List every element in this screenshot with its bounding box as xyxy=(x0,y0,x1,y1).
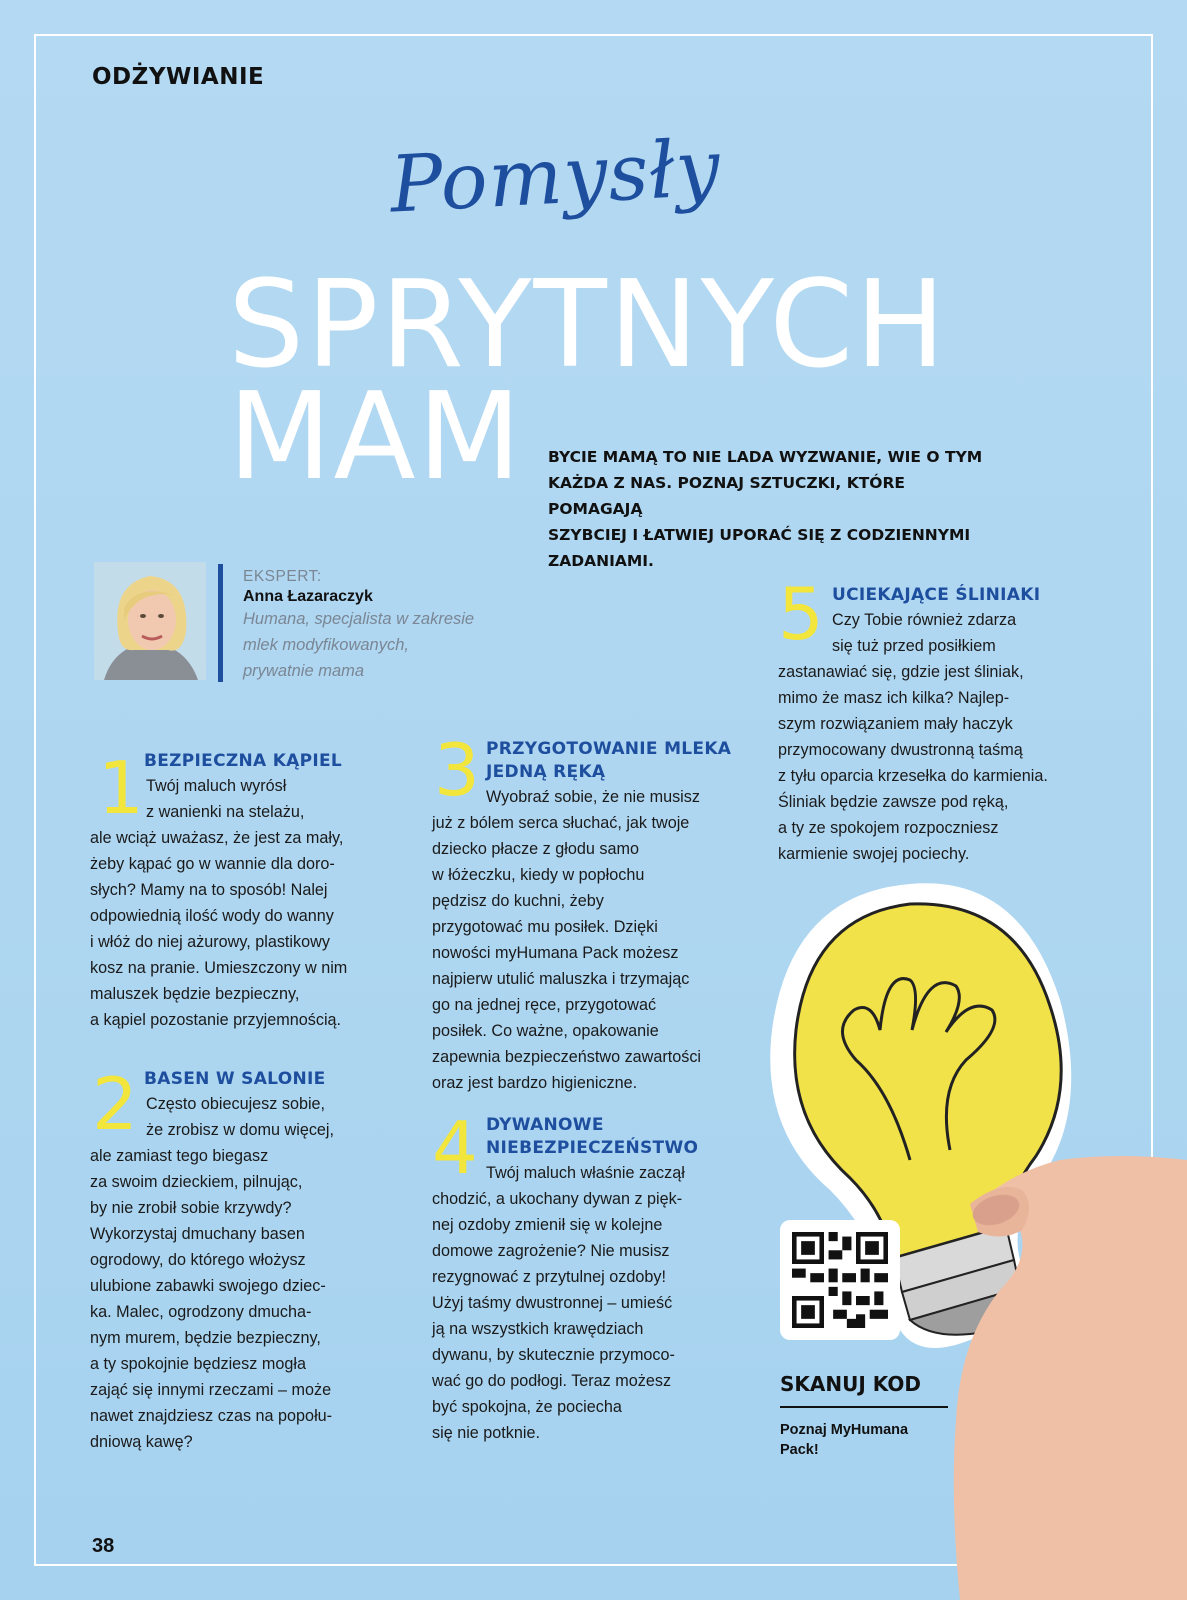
tip-1-title xyxy=(90,750,420,773)
title-line-1: SPRYTNYCH xyxy=(228,256,948,395)
tip-line: szym rozwiązaniem mały haczyk xyxy=(778,715,1013,733)
tip-5-text xyxy=(778,607,1088,867)
tip-line: wać go do podłogi. Teraz możesz xyxy=(432,1372,672,1390)
tip-line: go na jednej ręce, przygotować xyxy=(432,996,657,1014)
lead-line: ZADANIAMI. xyxy=(548,552,654,570)
title-line-2: MAM xyxy=(228,368,524,507)
tip-line: dniową kawę? xyxy=(90,1433,193,1451)
expert-desc-line: prywatnie mama xyxy=(243,662,365,680)
lead-paragraph xyxy=(548,444,988,574)
tip-line: i włóż do niej ażurowy, plastikowy xyxy=(90,933,330,951)
tip-2-title xyxy=(90,1068,420,1091)
expert-desc-line: mlek modyfikowanych, xyxy=(243,636,409,654)
lead-line: SZYBCIEJ I ŁATWIEJ UPORAĆ SIĘ Z CODZIENNYMI xyxy=(548,526,971,544)
tip-line: zająć się innymi rzeczami – może xyxy=(90,1381,332,1399)
tip-title-line: PRZYGOTOWANIE MLEKA xyxy=(486,739,732,759)
tip-2-number: 2 xyxy=(92,1062,138,1146)
tip-line: a ty spokojnie będziesz mogła xyxy=(90,1355,306,1373)
tip-4-text xyxy=(432,1160,762,1446)
tip-line: za swoim dzieckiem, pilnując, xyxy=(90,1173,303,1191)
title-script: Pomysły xyxy=(387,123,723,231)
tip-4-number: 4 xyxy=(432,1106,478,1190)
tip-title-line: BEZPIECZNA KĄPIEL xyxy=(144,751,343,771)
tip-line: przymocowany dwustronną taśmą xyxy=(778,741,1023,759)
tip-2 xyxy=(90,1062,420,1455)
tip-5 xyxy=(778,584,1088,867)
tip-line: przygotować mu posiłek. Dzięki xyxy=(432,918,658,936)
expert-accent-bar xyxy=(218,564,223,682)
tip-2-text xyxy=(90,1091,420,1455)
tip-line: z wanienki na stelażu, xyxy=(146,803,305,821)
tip-line: Śliniak będzie zawsze pod ręką, xyxy=(778,793,1009,811)
tip-4 xyxy=(432,1106,762,1446)
tip-line: rezygnować z przytulnej ozdoby! xyxy=(432,1268,666,1286)
tip-line: maluszek będzie bezpieczny, xyxy=(90,985,300,1003)
qr-heading: SKANUJ KOD xyxy=(780,1372,921,1396)
lead-line: BYCIE MAMĄ TO NIE LADA WYZWANIE, WIE O TYM xyxy=(548,448,983,466)
tip-line: by nie zrobił sobie krzywdy? xyxy=(90,1199,292,1217)
tip-line: słych? Mamy na to sposób! Nalej xyxy=(90,881,328,899)
tip-3-number: 3 xyxy=(434,728,480,812)
tip-line: nej ozdoby zmienił się w kolejne xyxy=(432,1216,663,1234)
tip-line: pędzisz do kuchni, żeby xyxy=(432,892,604,910)
tip-title-line: NIEBEZPIECZEŃSTWO xyxy=(486,1138,699,1158)
tip-line: zastanawiać się, gdzie jest śliniak, xyxy=(778,663,1024,681)
tip-line: odpowiednią ilość wody do wanny xyxy=(90,907,334,925)
tip-line: ją na wszystkich krawędziach xyxy=(432,1320,644,1338)
tip-line: mimo że masz ich kilka? Najlep- xyxy=(778,689,1010,707)
expert-desc-line: Humana, specjalista w zakresie xyxy=(243,610,475,628)
tip-3-title xyxy=(432,738,762,784)
tip-line: karmienie swojej pociechy. xyxy=(778,845,970,863)
tip-line: Twój maluch wyrósł xyxy=(146,777,287,795)
tip-line: zapewnia bezpieczeństwo zawartości xyxy=(432,1048,702,1066)
tip-line: domowe zagrożenie? Nie musisz xyxy=(432,1242,670,1260)
tip-line: w łóżeczku, kiedy w popłochu xyxy=(432,866,645,884)
expert-label: EKSPERT: xyxy=(243,568,322,585)
tip-line: kosz na pranie. Umieszczony w nim xyxy=(90,959,348,977)
tip-line: a ty ze spokojem rozpoczniesz xyxy=(778,819,999,837)
tip-line: się tuż przed posiłkiem xyxy=(832,637,996,655)
tip-line: posiłek. Co ważne, opakowanie xyxy=(432,1022,659,1040)
tip-line: że zrobisz w domu więcej, xyxy=(146,1121,335,1139)
tip-3 xyxy=(432,738,762,1096)
tip-line: Czy Tobie również zdarza xyxy=(832,611,1017,629)
qr-divider xyxy=(780,1406,948,1408)
tip-line: ulubione zabawki swojego dziec- xyxy=(90,1277,326,1295)
tip-line: nym murem, będzie bezpieczny, xyxy=(90,1329,321,1347)
tip-line: Wykorzystaj dmuchany basen xyxy=(90,1225,305,1243)
tip-title-line: DYWANOWE xyxy=(486,1115,604,1135)
qr-code[interactable] xyxy=(780,1220,900,1340)
tip-line: ale wciąż uważasz, że jest za mały, xyxy=(90,829,344,847)
tip-line: oraz jest bardzo higieniczne. xyxy=(432,1074,638,1092)
tip-title-line: JEDNĄ RĘKĄ xyxy=(486,762,606,782)
expert-name: Anna Łazaraczyk xyxy=(243,588,373,605)
tip-5-title xyxy=(778,584,1088,607)
tip-line: dziecko płacze z głodu samo xyxy=(432,840,639,858)
tip-line: a kąpiel pozostanie przyjemnością. xyxy=(90,1011,342,1029)
tip-line: żeby kąpać go w wannie dla doro- xyxy=(90,855,335,873)
lead-line: KAŻDA Z NAS. POZNAJ SZTUCZKI, KTÓRE POMAGAJĄ xyxy=(548,474,905,518)
tip-line: najpierw utulić maluszka i trzymając xyxy=(432,970,690,988)
tip-1-text xyxy=(90,773,420,1033)
expert-photo xyxy=(94,562,206,680)
tip-line: się nie potknie. xyxy=(432,1424,540,1442)
tip-line: Często obiecujesz sobie, xyxy=(146,1095,326,1113)
tip-line: z tyłu oparcia krzesełka do karmienia. xyxy=(778,767,1048,785)
expert-description xyxy=(243,606,523,684)
tip-1 xyxy=(90,746,420,1033)
expert-box xyxy=(243,568,533,684)
tip-line: Użyj taśmy dwustronnej – umieść xyxy=(432,1294,673,1312)
qr-caption: Poznaj MyHumana Pack! xyxy=(780,1422,909,1458)
tip-line: być spokojna, że pociecha xyxy=(432,1398,622,1416)
tip-line: ka. Malec, ogrodzony dmucha- xyxy=(90,1303,312,1321)
page-number: 38 xyxy=(92,1535,115,1557)
tip-line: dywanu, by skutecznie przymoco- xyxy=(432,1346,675,1364)
tip-line: już z bólem serca słuchać, jak twoje xyxy=(432,814,690,832)
tip-line: Twój maluch właśnie zaczął xyxy=(486,1164,685,1182)
tip-line: Wyobraź sobie, że nie musisz xyxy=(486,788,700,806)
tip-line: ale zamiast tego biegasz xyxy=(90,1147,269,1165)
tip-line: nawet znajdziesz czas na popołu- xyxy=(90,1407,333,1425)
tip-5-number: 5 xyxy=(778,572,824,656)
tip-line: chodzić, a ukochany dywan z pięk- xyxy=(432,1190,683,1208)
section-label: ODŻYWIANIE xyxy=(92,64,265,90)
tip-3-text xyxy=(432,784,762,1096)
tip-4-title xyxy=(432,1114,762,1160)
tip-1-number: 1 xyxy=(98,746,144,830)
tip-title-line: BASEN W SALONIE xyxy=(144,1069,326,1089)
tip-line: nowości myHumana Pack możesz xyxy=(432,944,679,962)
tip-line: ogrodowy, do którego włożysz xyxy=(90,1251,306,1269)
tip-title-line: UCIEKAJĄCE ŚLINIAKI xyxy=(832,585,1041,605)
